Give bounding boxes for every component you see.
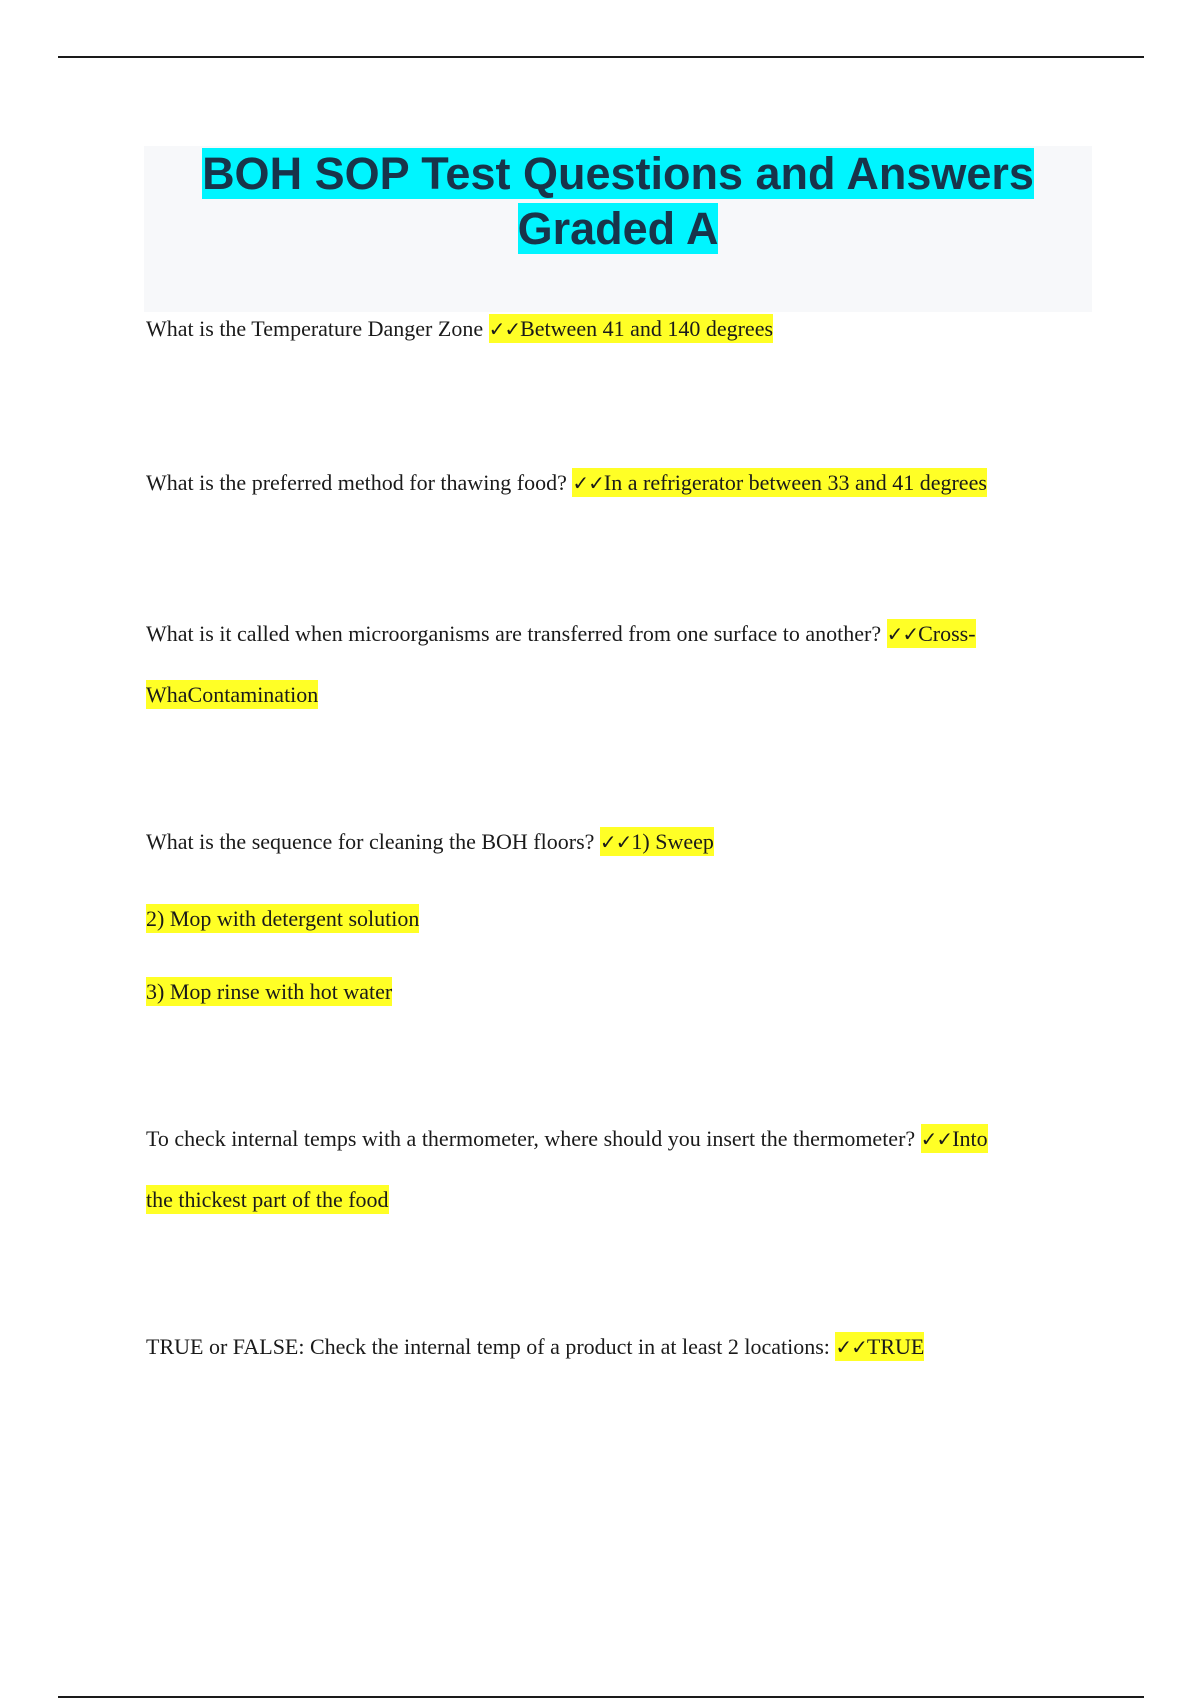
double-check-icon: ✓✓ bbox=[835, 1335, 867, 1359]
qa-item-5 bbox=[146, 1124, 988, 1154]
qa-item-4 bbox=[146, 827, 714, 857]
answer-highlight bbox=[921, 1124, 988, 1153]
qa-item-6 bbox=[146, 1332, 924, 1362]
answer-text: In a refrigerator between 33 and 41 degrees bbox=[603, 470, 987, 495]
answer-text: Between 41 and 140 degrees bbox=[520, 316, 774, 341]
question-text: TRUE or FALSE: Check the internal temp of a product in at least 2 locations: bbox=[146, 1334, 836, 1359]
question-text: What is the Temperature Danger Zone bbox=[146, 316, 489, 341]
qa-item-2 bbox=[146, 468, 987, 498]
answer-text: 3) Mop rinse with hot water bbox=[146, 979, 393, 1004]
title-line-2: Graded A bbox=[517, 203, 719, 254]
qa-item-5-continued bbox=[146, 1185, 389, 1215]
answer-highlight bbox=[572, 468, 987, 497]
qa-item-4-step-2 bbox=[146, 904, 419, 934]
question-text: To check internal temps with a thermometer, where should you insert the thermometer? bbox=[146, 1126, 921, 1151]
double-check-icon: ✓✓ bbox=[488, 317, 521, 341]
answer-text: TRUE bbox=[866, 1334, 925, 1359]
double-check-icon: ✓✓ bbox=[886, 622, 919, 646]
question-text: What is the sequence for cleaning the BOH floors? bbox=[146, 829, 600, 854]
double-check-icon: ✓✓ bbox=[920, 1127, 953, 1151]
answer-highlight bbox=[887, 619, 976, 648]
double-check-icon: ✓✓ bbox=[599, 830, 632, 854]
answer-highlight bbox=[835, 1332, 924, 1361]
answer-text: WhaContamination bbox=[146, 682, 319, 707]
qa-item-3 bbox=[146, 619, 976, 649]
answer-highlight bbox=[600, 827, 714, 856]
question-text: What is it called when microorganisms are transferred from one surface to another? bbox=[146, 621, 887, 646]
answer-text: 1) Sweep bbox=[631, 829, 714, 854]
answer-highlight bbox=[489, 314, 773, 343]
answer-text: Into bbox=[952, 1126, 988, 1151]
answer-text: the thickest part of the food bbox=[146, 1187, 389, 1212]
qa-item-1 bbox=[146, 314, 773, 344]
double-check-icon: ✓✓ bbox=[572, 471, 604, 495]
qa-item-3-continued bbox=[146, 680, 318, 710]
header-rule bbox=[58, 56, 1144, 58]
footer-rule bbox=[58, 1696, 1144, 1698]
answer-text: Cross- bbox=[918, 621, 976, 646]
qa-item-4-step-3 bbox=[146, 977, 392, 1007]
title-line-1: BOH SOP Test Questions and Answers bbox=[202, 148, 1034, 199]
document-title bbox=[144, 146, 1092, 256]
question-text: What is the preferred method for thawing food? bbox=[146, 470, 573, 495]
answer-text: 2) Mop with detergent solution bbox=[146, 906, 420, 931]
